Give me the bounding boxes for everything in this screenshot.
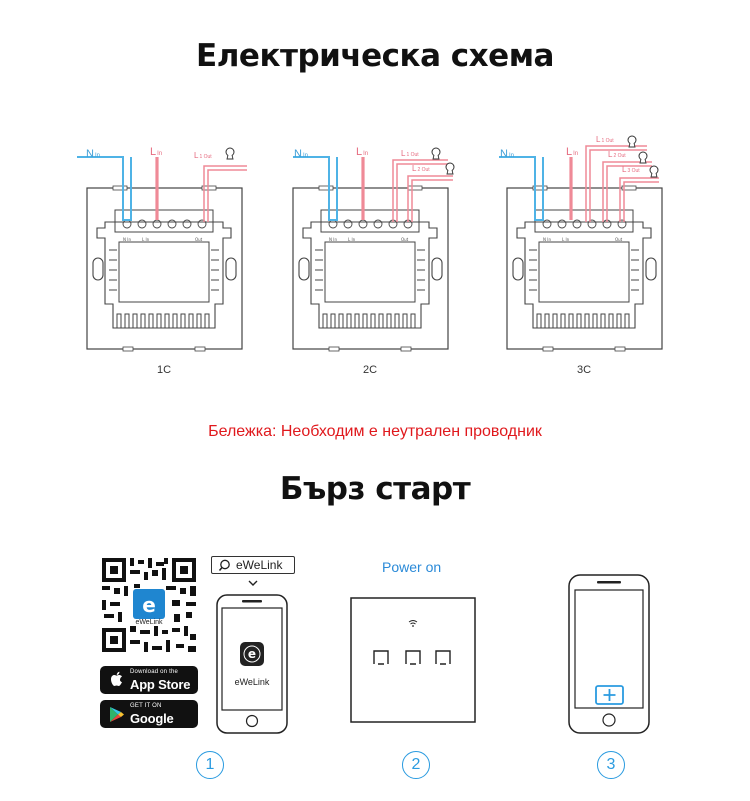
diagram-1c-l-label: LIn (150, 146, 163, 158)
power-on-label: Power on (382, 559, 442, 575)
search-text: eWeLink (236, 558, 283, 572)
svg-text:e: e (247, 647, 257, 661)
app-search-box[interactable] (211, 556, 295, 574)
switch-panel (350, 597, 476, 723)
wiring-diagrams: N In L In Out NIn LIn L1 Out NIn LIn L1 Out L2 Out NIn LIn L1 Out L2 Out L3 Out (0, 120, 750, 385)
qr-app-label: eWeLink (135, 619, 163, 626)
diagram-2c-out-2: L2 Out (412, 164, 430, 173)
diagram-2c-n-label: NIn (294, 148, 308, 160)
chevron-down-icon (248, 580, 258, 587)
diagram-3c-l-label: LIn (566, 146, 579, 158)
google-play-big: Google Play (130, 711, 174, 741)
phone-app-screen (216, 594, 288, 734)
diagram-1c-caption: 1C (156, 364, 172, 376)
diagram-1c (77, 148, 247, 351)
diagram-3c-out-3: L3 Out (622, 165, 640, 174)
step-3-badge: 3 (597, 751, 625, 779)
phone-app-name: eWeLink (234, 677, 270, 687)
diagram-2c-caption: 2C (362, 364, 378, 376)
diagram-3c-out-2: L2 Out (608, 150, 626, 159)
phone-add-device (568, 574, 650, 734)
search-icon (218, 559, 232, 572)
diagram-3c-out-1: L1 Out (596, 135, 614, 144)
google-play-icon (109, 706, 125, 723)
svg-text:e: e (142, 593, 156, 617)
neutral-wire-note: Бележка: Необходим е неутрален проводник (208, 423, 542, 440)
diagram-2c-out-1: L1 Out (401, 149, 419, 158)
diagram-3c-n-label: NIn (500, 148, 514, 160)
diagram-1c-n-label: NIn (86, 148, 100, 160)
google-play-badge[interactable] (100, 700, 198, 741)
quick-start-title: Бърз старт (279, 471, 471, 507)
step-1-badge: 1 (196, 751, 224, 779)
app-store-badge[interactable] (100, 666, 198, 694)
diagram-3c-caption: 3C (576, 364, 592, 376)
google-play-small: GET IT ON (130, 703, 162, 709)
step-2-badge: 2 (402, 751, 430, 779)
qr-code (100, 556, 198, 654)
diagram-2c (293, 148, 454, 351)
wiring-diagram-title: Електрическа схема (196, 38, 554, 74)
app-store-big: App Store (130, 677, 191, 692)
diagram-2c-l-label: LIn (356, 146, 369, 158)
diagram-1c-out-1: L1 Out (194, 151, 212, 160)
app-store-small: Download on the (130, 669, 179, 675)
apple-icon (110, 671, 124, 688)
